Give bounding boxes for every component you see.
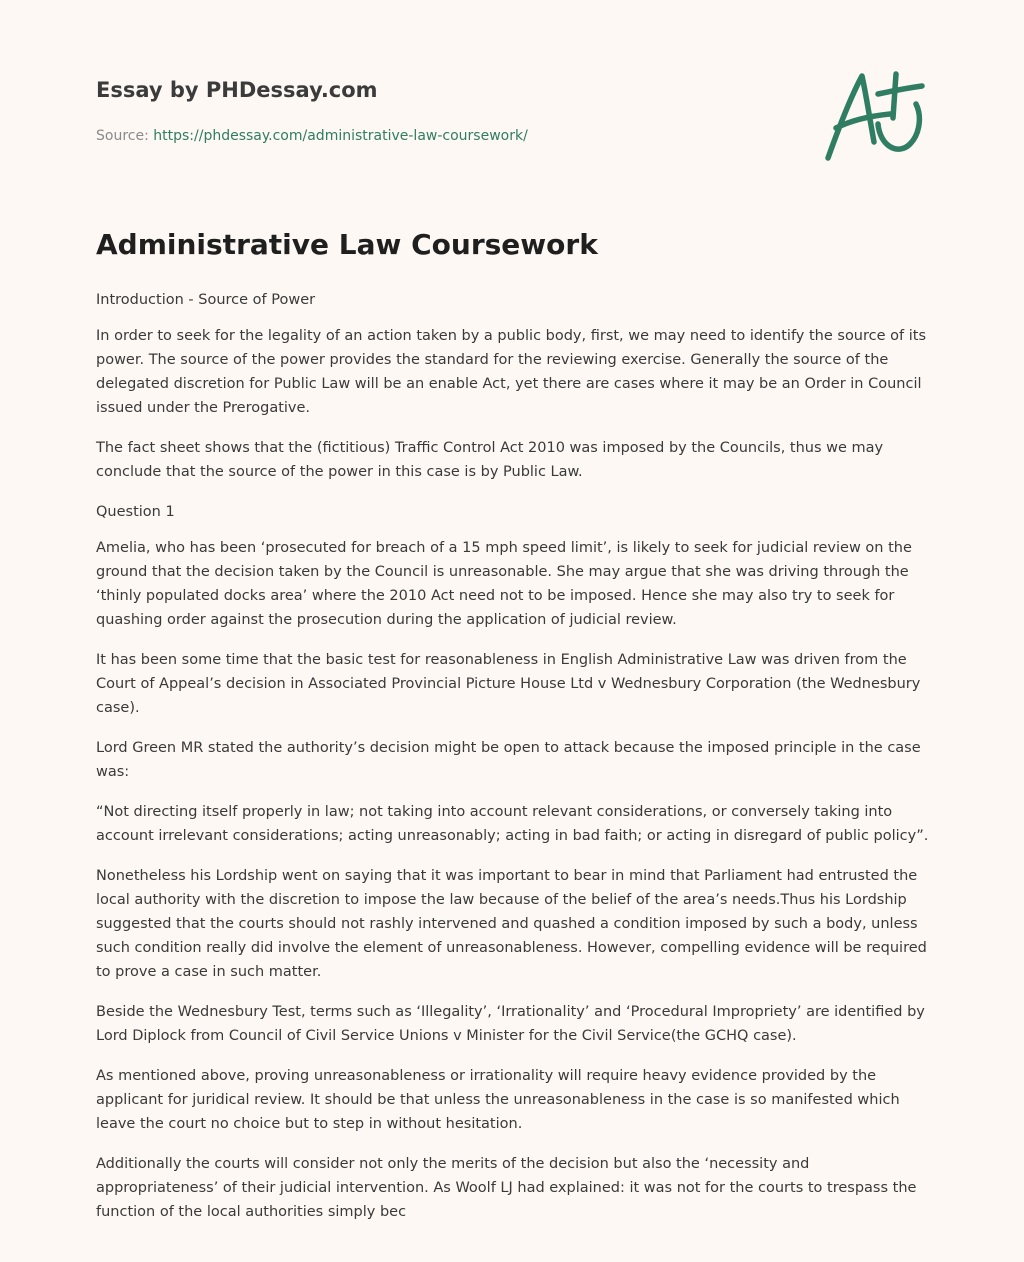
a-plus-logo-icon [816,64,932,168]
paragraph: It has been some time that the basic test for reasonableness in English Administrative Law was driven from the Court of Appeal’s decision in Associated Provincial Picture House Ltd v Wednesbury Corporation (the Wednesbury case). [96,652,921,716]
paragraph: As mentioned above, proving unreasonableness or irrationality will require heavy evidence provided by the applicant for juridical review. It should be that unless the unreasonableness in the case is so manifested which leave the court no choice but to step in without hesitation. [96,1068,900,1132]
paragraph: Lord Green MR stated the authority’s decision might be open to attack because the imposed principle in the case was: [96,740,921,780]
paragraph: Amelia, who has been ‘prosecuted for breach of a 15 mph speed limit’, is likely to seek for judicial review on the ground that the decision taken by the Council is unreasonable. She may argue that she was driving through the ‘thinly populated docks area’ where the 2010 Act need not to be imposed. Hence she may also try to seek for quashing order against the prosecution during the application of judicial review. [96,540,912,628]
paragraph: Beside the Wednesbury Test, terms such as ‘Illegality’, ‘Irrationality’ and ‘Procedural Impropriety’ are identified by Lord Diplock from Council of Civil Service Unions v Minister for the Civil Service(the GCHQ case). [96,1004,925,1044]
brand-title: Essay by PHDessay.com [96,78,378,102]
source-line [96,126,796,146]
paragraph: Additionally the courts will consider not only the merits of the decision but also the ‘necessity and appropriateness’ of their judicial intervention. As Woolf LJ had explained: it was not for the courts to trespass the function of the local authorities simply bec [96,1156,917,1220]
source-label: Source: [96,128,154,144]
essay-content [96,224,932,1240]
paragraph: The fact sheet shows that the (fictitious) Traffic Control Act 2010 was imposed by the Councils, thus we may conclude that the source of the power in this case is by Public Law. [96,440,884,480]
paragraph: Nonetheless his Lordship went on saying that it was important to bear in mind that Parliament had entrusted the local authority with the discretion to impose the law because of the belief of the area’s needs.Thus his Lordship suggested that the courts should not rashly intervened and quashed a condition imposed by such a body, unless such condition really did involve the element of unreasonableness. However, compelling evidence will be required to prove a case in such matter. [96,868,927,980]
quote-paragraph: “Not directing itself properly in law; not taking into account relevant considerations, or conversely taking into account irrelevant considerations; acting unreasonably; acting in bad faith; or acting in disregard of public policy”. [96,804,929,844]
section-heading-question-1: Question 1 [96,504,175,520]
paragraph: In order to seek for the legality of an action taken by a public body, first, we may need to identify the source of its power. The source of the power provides the standard for the reviewing exercise. Generally the source of the delegated discretion for Public Law will be an enable Act, yet there are cases where it may be an Order in Council issued under the Prerogative. [96,328,926,416]
source-link[interactable]: https://phdessay.com/administrative-law-coursework/ [153,128,528,144]
section-heading-introduction: Introduction - Source of Power [96,292,316,308]
essay-title: Administrative Law Coursework [96,228,598,261]
page-header [96,74,796,146]
